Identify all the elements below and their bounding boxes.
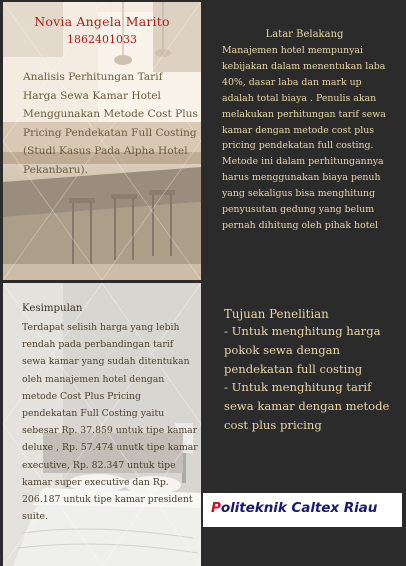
research-title: Analisis Perhitungan Tarif Harga Sewa Kamar Hotel Menggunakan Metode Cost Plus Pricing Pendekatan Full Costing (Studi Kasus Pada Alpha Hotel Pekanbaru). xyxy=(23,71,198,176)
bedroom-photo-panel xyxy=(3,283,201,566)
logo-rest-text: oliteknik Caltex Riau xyxy=(220,500,378,516)
politeknik-caltex-riau-logo-icon xyxy=(211,500,377,516)
tujuan-penelitian-panel xyxy=(203,282,406,566)
kitchen-photo-panel xyxy=(3,2,201,280)
kesimpulan-heading: Kesimpulan xyxy=(22,303,83,314)
author-nim: 1862401033 xyxy=(67,33,137,46)
logo-first-letter: P xyxy=(211,500,221,516)
institution-logo xyxy=(203,493,402,527)
kesimpulan-body: Terdapat selisih harga yang lebih rendah pada perbandingan tarif sewa kamar yang sudah ditentukan oleh manajemen hotel dengan metode Cost Plus Pricing pendekatan Full Costing yaitu sebesar Rp. 37.859 untuk tipe kamar deluxe , Rp. 57.474 unutk tipe kamar executive, Rp. 82.347 untuk tipe kamar super executive dan Rp. 206.187 untuk tipe kamar president suite. xyxy=(22,322,198,523)
tujuan-item: - Untuk menghitung tarif sewa kamar dengan metode cost plus pricing xyxy=(224,380,390,432)
author-name: Novia Angela Marito xyxy=(34,14,170,29)
tujuan-item: - Untuk menghitung harga pokok sewa dengan pendekatan full costing xyxy=(224,324,381,376)
tujuan-penelitian-list xyxy=(224,322,402,435)
latar-belakang-panel xyxy=(203,0,406,282)
latar-belakang-body: Manajemen hotel mempunyai kebijakan dalam menentukan laba 40%, dasar laba dan mark up adalah total biaya . Penulis akan melakukan perhitungan tarif sewa kamar dengan metode cost plus pricing pendekatan full costing. Metode ini dalam perhitungannya harus menggunakan biaya penuh yang sekaligus bisa menghitung penyusutan gedung yang belum pernah dihitung oleh pihak hotel xyxy=(222,45,386,231)
tujuan-penelitian-heading: Tujuan Penelitian xyxy=(224,307,329,321)
latar-belakang-heading: Latar Belakang xyxy=(265,29,344,40)
